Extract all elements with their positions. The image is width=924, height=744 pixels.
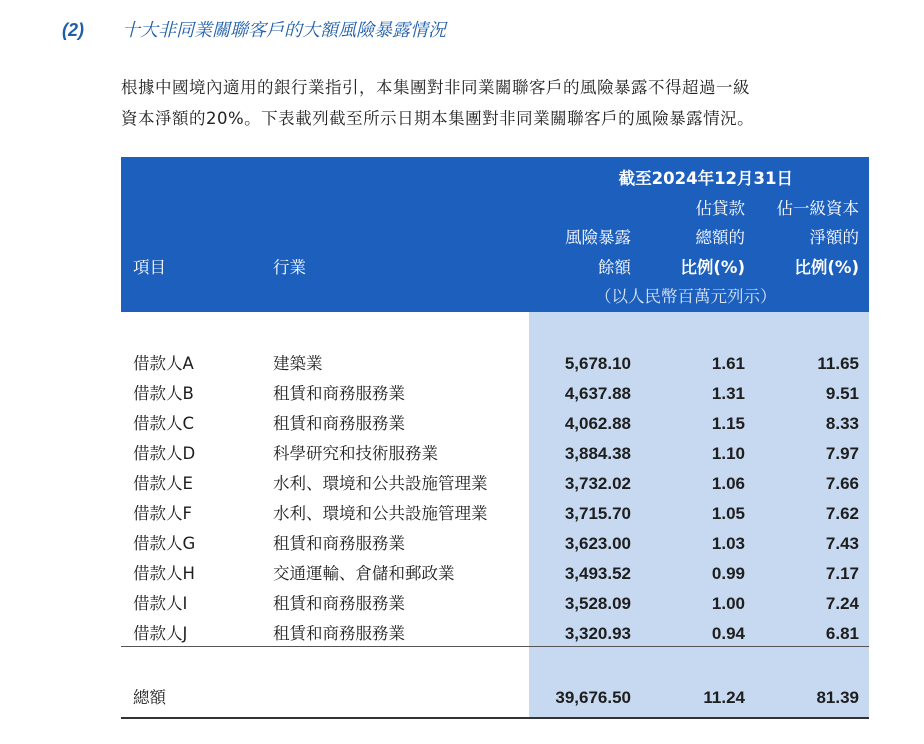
total-pct-capital: 81.39 [816,688,859,707]
industry-cell: 交通運輸、倉儲和郵政業 [273,564,455,583]
header-loans-line2: 總額的 [695,228,745,247]
borrower-name: 借款人G [133,534,196,553]
pct-capital-cell: 7.24 [825,594,859,613]
table-row [121,499,869,529]
borrower-name: 借款人E [133,474,193,493]
exposure-cell: 3,493.52 [564,564,631,583]
pct-loans-cell: 1.03 [711,534,745,553]
industry-cell: 租賃和商務服務業 [273,534,405,553]
exposure-cell: 5,678.10 [564,354,631,373]
pct-loans-cell: 1.00 [711,594,745,613]
pct-capital-cell: 7.43 [825,534,859,553]
table-row [121,379,869,409]
pct-capital-cell: 7.66 [825,474,859,493]
header-capital-line2: 淨額的 [809,228,859,247]
industry-cell: 水利、環境和公共設施管理業 [273,504,488,523]
borrower-name: 借款人F [133,504,192,523]
pct-capital-cell: 11.65 [817,354,859,373]
table-row [121,409,869,439]
table-row [121,349,869,379]
borrower-name: 借款人B [133,384,194,403]
exposure-cell: 3,623.00 [564,534,631,553]
pct-loans-cell: 1.31 [711,384,745,403]
intro-line-1: 根據中國境內適用的銀行業指引，本集團對非同業關聯客戶的風險暴露不得超過一級 [121,78,750,97]
header-loans-line3: 比例(%) [680,258,745,277]
industry-cell: 租賃和商務服務業 [273,414,405,433]
pct-loans-cell: 0.94 [711,624,745,643]
header-date: 截至2024年12月31日 [618,169,793,188]
exposure-cell: 4,637.88 [564,384,631,403]
exposure-cell: 3,528.09 [564,594,631,613]
header-loans-line1: 佔貸款 [695,199,745,218]
pct-capital-cell: 8.33 [825,414,859,433]
intro-line-2: 資本淨額的20%。下表載列截至所示日期本集團對非同業關聯客戶的風險暴露情況。 [121,109,755,128]
borrower-name: 借款人C [133,414,195,433]
pct-loans-cell: 1.15 [711,414,745,433]
exposure-cell: 3,884.38 [564,444,631,463]
table-row [121,619,869,649]
total-divider [121,646,869,647]
pct-loans-cell: 1.06 [711,474,745,493]
table-row [121,439,869,469]
borrower-name: 借款人A [133,354,194,373]
pct-capital-cell: 7.17 [825,564,859,583]
table-header [121,157,869,312]
total-label: 總額 [133,688,166,707]
borrower-name: 借款人H [133,564,195,583]
header-industry: 行業 [273,258,306,277]
industry-cell: 租賃和商務服務業 [273,384,405,403]
header-unit: （以人民幣百萬元列示） [595,287,777,306]
section-number: (2) [62,20,84,40]
section-title: 十大非同業關聯客戶的大額風險暴露情況 [122,20,446,41]
industry-cell: 租賃和商務服務業 [273,594,405,613]
total-pct-loans: 11.24 [703,688,745,707]
total-row [121,683,869,713]
header-exposure-line1: 風險暴露 [565,228,631,247]
pct-loans-cell: 0.99 [711,564,745,583]
section-heading [62,16,446,42]
exposure-table [121,157,869,719]
pct-capital-cell: 7.62 [825,504,859,523]
pct-loans-cell: 1.10 [711,444,745,463]
industry-cell: 租賃和商務服務業 [273,624,405,643]
pct-loans-cell: 1.61 [711,354,745,373]
table-row [121,529,869,559]
intro-paragraph [121,72,871,134]
pct-capital-cell: 7.97 [825,444,859,463]
header-capital-line1: 佔一級資本 [776,199,859,218]
header-item: 項目 [133,258,166,277]
exposure-cell: 4,062.88 [564,414,631,433]
header-exposure-line2: 餘額 [598,258,631,277]
borrower-name: 借款人D [133,444,196,463]
exposure-cell: 3,715.70 [564,504,631,523]
borrower-name: 借款人J [133,624,188,643]
industry-cell: 科學研究和技術服務業 [273,444,438,463]
pct-capital-cell: 9.51 [825,384,859,403]
exposure-cell: 3,320.93 [564,624,631,643]
industry-cell: 水利、環境和公共設施管理業 [273,474,488,493]
borrower-name: 借款人I [133,594,188,613]
pct-loans-cell: 1.05 [711,504,745,523]
table-bottom-rule [121,717,869,719]
header-capital-line3: 比例(%) [794,258,859,277]
exposure-cell: 3,732.02 [564,474,631,493]
total-exposure: 39,676.50 [555,688,631,707]
industry-cell: 建築業 [273,354,323,373]
table-row [121,589,869,619]
table-row [121,559,869,589]
table-row [121,469,869,499]
pct-capital-cell: 6.81 [825,624,859,643]
